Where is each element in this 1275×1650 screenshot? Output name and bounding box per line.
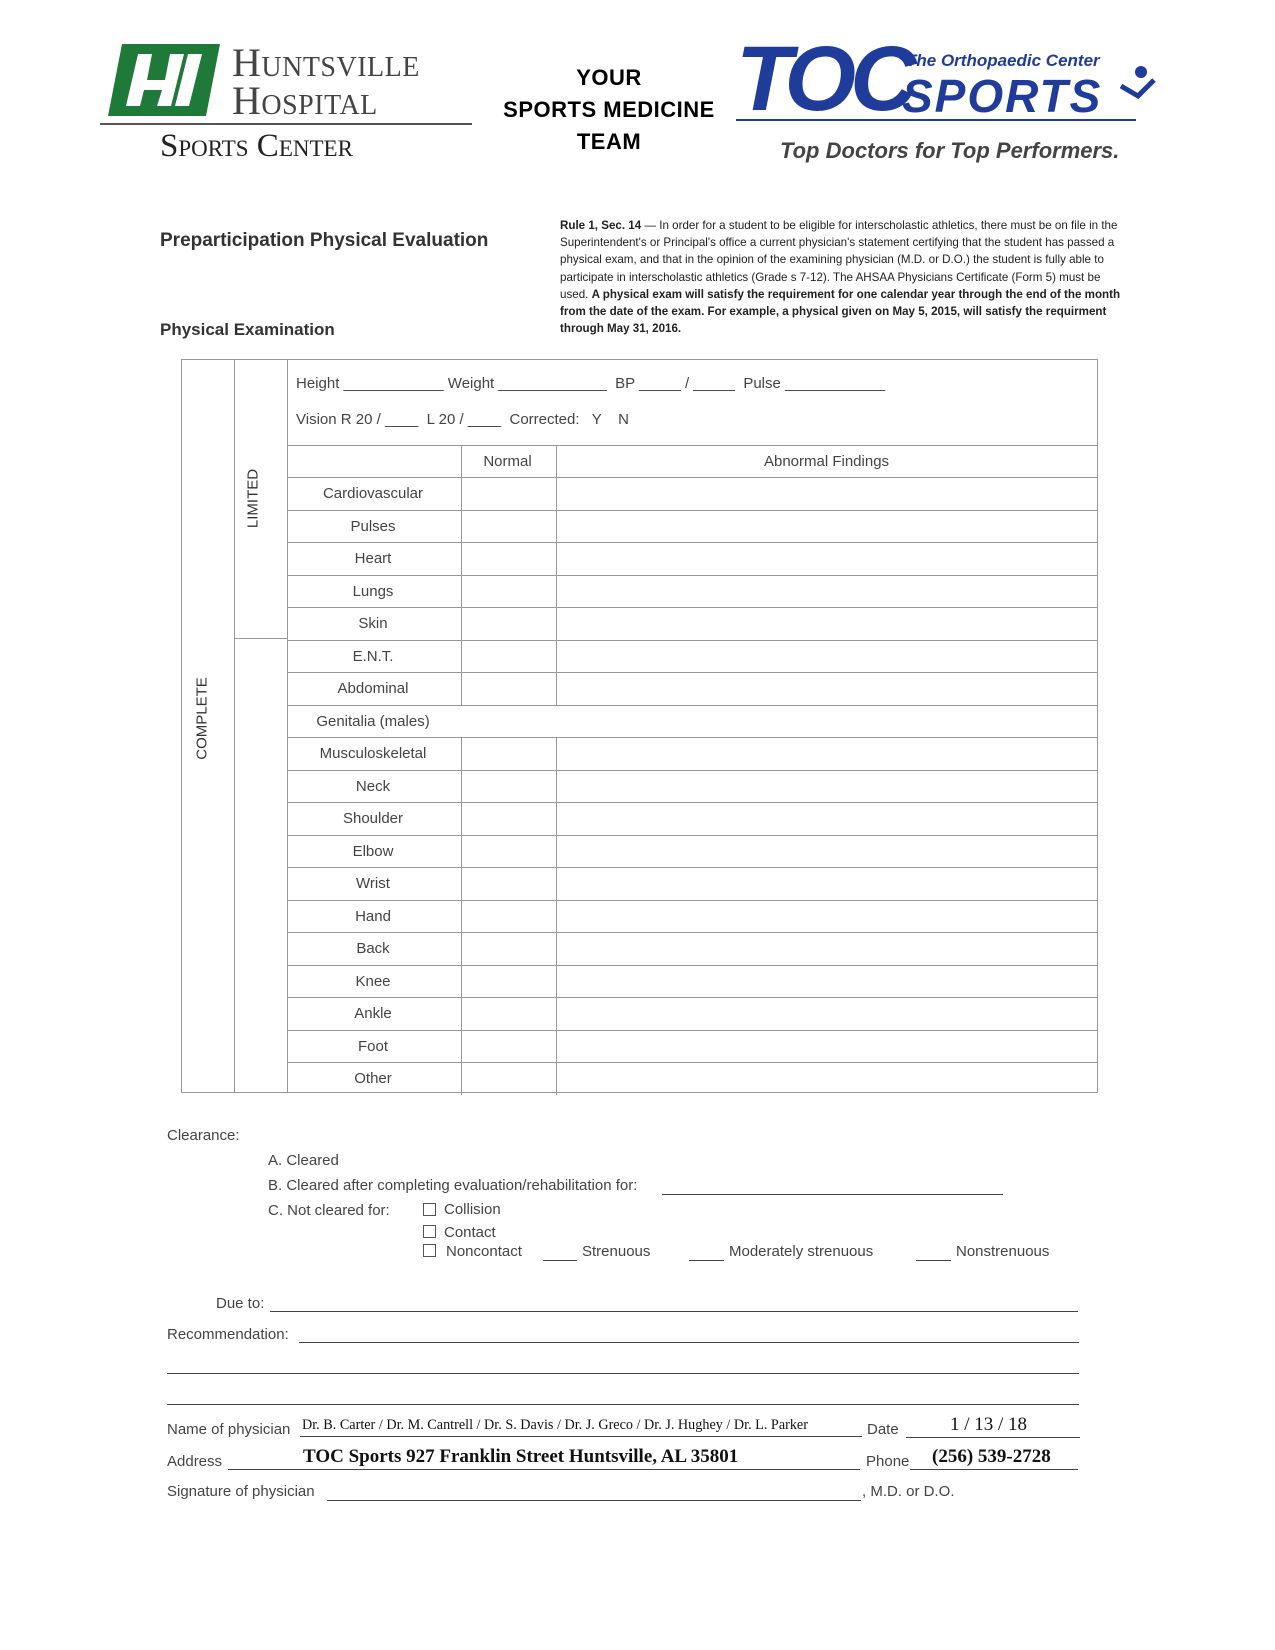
- recommendation-line-3[interactable]: [167, 1404, 1079, 1405]
- abnormal-cell[interactable]: [556, 672, 557, 705]
- exam-row-label: Elbow: [352, 842, 394, 860]
- address-value[interactable]: TOC Sports 927 Franklin Street Huntsville, AL 35801: [303, 1446, 739, 1467]
- abnormal-cell[interactable]: [556, 802, 557, 835]
- center-heading-line1: YOUR: [576, 65, 642, 90]
- exam-row-label: Genitalia (males): [316, 712, 430, 730]
- toc-sports-text: SPORTS: [902, 70, 1103, 122]
- due-to-label: Due to:: [216, 1295, 265, 1312]
- table-row-divider: [287, 1062, 1097, 1063]
- abnormal-cell[interactable]: [556, 965, 557, 998]
- vitals-line-height-weight[interactable]: Height ____________ Weight _____________ BP _____ / _____ Pulse ____________: [296, 375, 886, 392]
- physician-name-line: [300, 1436, 862, 1437]
- phone-label: Phone: [866, 1453, 910, 1470]
- sports-center-label: Sports Center: [160, 128, 353, 164]
- normal-cell[interactable]: [461, 835, 462, 868]
- center-heading-line2: SPORTS MEDICINE: [503, 97, 715, 122]
- signature-label: Signature of physician: [167, 1483, 315, 1500]
- toc-tagline: Top Doctors for Top Performers.: [780, 138, 1120, 163]
- huntsville-hospital-logo-mark: [108, 44, 220, 116]
- abnormal-cell[interactable]: [556, 997, 557, 1030]
- abnormal-cell[interactable]: [556, 575, 557, 608]
- header-divider: [100, 123, 472, 125]
- hospital-name-line1: Huntsville: [232, 40, 420, 85]
- recommendation-label: Recommendation:: [167, 1326, 289, 1343]
- exam-row-label: Cardiovascular: [322, 485, 424, 502]
- table-row-divider: [287, 737, 1097, 738]
- form-subtitle: Physical Examination: [160, 320, 335, 339]
- normal-cell[interactable]: [461, 965, 462, 998]
- column-normal: Normal: [483, 453, 532, 470]
- rule-bold: A physical exam will satisfy the requirement for one calendar year through the end of the month from the date of the exam. For example, a physical given on May 5, 2015, will satisfy the requirment through May 31, 2016.: [560, 287, 1121, 336]
- abnormal-cell[interactable]: [556, 607, 557, 640]
- normal-cell[interactable]: [461, 575, 462, 608]
- recommendation-line-2[interactable]: [167, 1373, 1079, 1374]
- phone-line: [910, 1469, 1078, 1470]
- noncontact-label: Noncontact: [446, 1243, 522, 1260]
- normal-cell[interactable]: [461, 1062, 462, 1095]
- table-row-divider: [287, 542, 1097, 543]
- hospital-name-line2: Hospital: [232, 78, 378, 123]
- table-row-divider: [287, 900, 1097, 901]
- header-col-sep-2: [556, 445, 557, 477]
- vitals-line-vision[interactable]: Vision R 20 / ____ L 20 / ____ Corrected: Y N: [296, 411, 629, 428]
- table-row-divider: [287, 510, 1097, 511]
- exam-row-label: Pulses: [350, 517, 396, 535]
- address-label: Address: [167, 1453, 223, 1470]
- column-abnormal-findings: Abnormal Findings: [763, 453, 890, 470]
- clearance-label: Clearance:: [167, 1127, 240, 1144]
- exam-table: [181, 359, 1098, 1093]
- table-row-divider: [287, 802, 1097, 803]
- collision-checkbox[interactable]: [423, 1203, 436, 1216]
- physician-name-label: Name of physician: [167, 1421, 291, 1438]
- abnormal-cell[interactable]: [556, 932, 557, 965]
- date-line: [906, 1437, 1080, 1438]
- date-value[interactable]: 1 / 13 / 18: [950, 1414, 1028, 1435]
- vitals-divider: [287, 445, 1097, 446]
- strenuous-blank[interactable]: [543, 1260, 577, 1261]
- abnormal-cell[interactable]: [556, 1030, 557, 1063]
- contact-label: Contact: [444, 1224, 496, 1241]
- abnormal-cell[interactable]: [556, 737, 557, 770]
- sports-medicine-team-heading: [480, 62, 738, 158]
- exam-row-label: Shoulder: [342, 810, 404, 827]
- header-col-sep-1: [461, 445, 462, 477]
- rule-body: — In order for a student to be eligible for interscholastic athletics, there must be on file in the Superintendent's or Principal's office a current physician's statement certifying that the student has passed a physical exam, and that in the opinion of the examining physician (M.D. or D.O.) the student is fully able to participate in interscholastic athletics (Grade s 7-12). The AHSAA Physicians Certificate (Form 5) must be used.: [560, 219, 1118, 301]
- hospital-name: [232, 40, 420, 123]
- table-row-divider: [287, 835, 1097, 836]
- normal-cell[interactable]: [461, 477, 462, 510]
- exam-row-label: Neck: [355, 777, 391, 795]
- group-divider-1: [234, 360, 235, 1092]
- table-row-divider: [287, 1030, 1097, 1031]
- exam-row-label: Other: [354, 1070, 392, 1087]
- signature-line[interactable]: [327, 1500, 861, 1501]
- normal-cell[interactable]: [461, 607, 462, 640]
- toc-big-text: TOC: [736, 34, 911, 130]
- normal-cell[interactable]: [461, 770, 462, 803]
- table-row-divider: [287, 672, 1097, 673]
- group-complete-label: COMPLETE: [193, 677, 211, 760]
- limited-complete-divider: [234, 638, 287, 639]
- table-row-divider: [287, 640, 1097, 641]
- recommendation-line-1[interactable]: [299, 1342, 1079, 1343]
- exam-row-label: Foot: [357, 1037, 388, 1055]
- normal-cell[interactable]: [461, 737, 462, 770]
- clearance-option-a[interactable]: A. Cleared: [268, 1152, 339, 1169]
- normal-cell[interactable]: [461, 1030, 462, 1063]
- normal-cell[interactable]: [461, 932, 462, 965]
- table-row-divider: [287, 867, 1097, 868]
- header-row-divider: [287, 477, 1097, 478]
- exam-row-label: Hand: [355, 907, 391, 925]
- abnormal-cell[interactable]: [556, 900, 557, 933]
- toc-sports-logo: [736, 34, 1176, 134]
- clearance-option-b[interactable]: B. Cleared after completing evaluation/rehabilitation for:: [268, 1177, 638, 1194]
- nonstrenuous-label: Nonstrenuous: [956, 1243, 1050, 1260]
- table-row-divider: [287, 705, 1097, 706]
- abnormal-cell[interactable]: [556, 477, 557, 510]
- exam-row-label: Ankle: [354, 1005, 392, 1022]
- clearance-option-c[interactable]: C. Not cleared for:: [268, 1202, 390, 1219]
- phone-value[interactable]: (256) 539-2728: [932, 1446, 1051, 1467]
- table-row-divider: [287, 770, 1097, 771]
- exam-row-label: Wrist: [356, 875, 390, 892]
- group-limited-label: LIMITED: [244, 468, 262, 529]
- exam-row-label: Back: [356, 940, 390, 957]
- exam-row-label: Knee: [355, 972, 391, 990]
- noncontact-checkbox[interactable]: [423, 1244, 436, 1257]
- abnormal-cell[interactable]: [556, 1062, 557, 1095]
- exam-row-label: Abdominal: [337, 680, 409, 697]
- collision-label: Collision: [444, 1201, 501, 1218]
- exam-row-label: Lungs: [352, 582, 394, 600]
- exam-row-label: Skin: [358, 615, 388, 632]
- abnormal-cell[interactable]: [556, 835, 557, 868]
- nonstrenuous-blank[interactable]: [916, 1260, 951, 1261]
- abnormal-cell[interactable]: [556, 770, 557, 803]
- normal-cell[interactable]: [461, 672, 462, 705]
- abnormal-cell[interactable]: [556, 510, 557, 543]
- rehab-for-line[interactable]: [662, 1194, 1003, 1195]
- date-label: Date: [867, 1421, 899, 1438]
- md-do-suffix: , M.D. or D.O.: [862, 1483, 955, 1500]
- table-row-divider: [287, 997, 1097, 998]
- abnormal-cell[interactable]: [556, 542, 557, 575]
- rule-intro: Rule 1, Sec. 14: [560, 219, 642, 232]
- toc-small-text: The Orthopaedic Center: [906, 51, 1100, 70]
- table-row-divider: [287, 607, 1097, 608]
- normal-cell[interactable]: [461, 867, 462, 900]
- abnormal-cell[interactable]: [556, 640, 557, 673]
- strenuous-label: Strenuous: [582, 1243, 651, 1260]
- physician-name-value[interactable]: Dr. B. Carter / Dr. M. Cantrell / Dr. S. Davis / Dr. J. Greco / Dr. J. Hughey / Dr. L. Parker: [302, 1417, 808, 1433]
- normal-cell[interactable]: [461, 802, 462, 835]
- center-heading-line3: TEAM: [576, 129, 642, 154]
- moderately-strenuous-blank[interactable]: [689, 1260, 724, 1261]
- normal-cell[interactable]: [461, 640, 462, 673]
- ahsaa-rule-text: [560, 217, 1130, 337]
- contact-checkbox[interactable]: [423, 1225, 436, 1238]
- exam-row-label: Heart: [354, 550, 392, 567]
- table-row-divider: [287, 575, 1097, 576]
- address-line: [228, 1469, 860, 1470]
- exam-row-label: E.N.T.: [352, 647, 394, 665]
- table-row-divider: [287, 965, 1097, 966]
- form-title: Preparticipation Physical Evaluation: [160, 230, 489, 251]
- table-row-divider: [287, 932, 1097, 933]
- abnormal-cell[interactable]: [556, 867, 557, 900]
- normal-cell[interactable]: [461, 997, 462, 1030]
- normal-cell[interactable]: [461, 510, 462, 543]
- moderately-strenuous-label: Moderately strenuous: [729, 1243, 874, 1260]
- due-to-line[interactable]: [270, 1311, 1078, 1312]
- normal-cell[interactable]: [461, 900, 462, 933]
- exam-row-label: Musculoskeletal: [319, 745, 427, 762]
- normal-cell[interactable]: [461, 542, 462, 575]
